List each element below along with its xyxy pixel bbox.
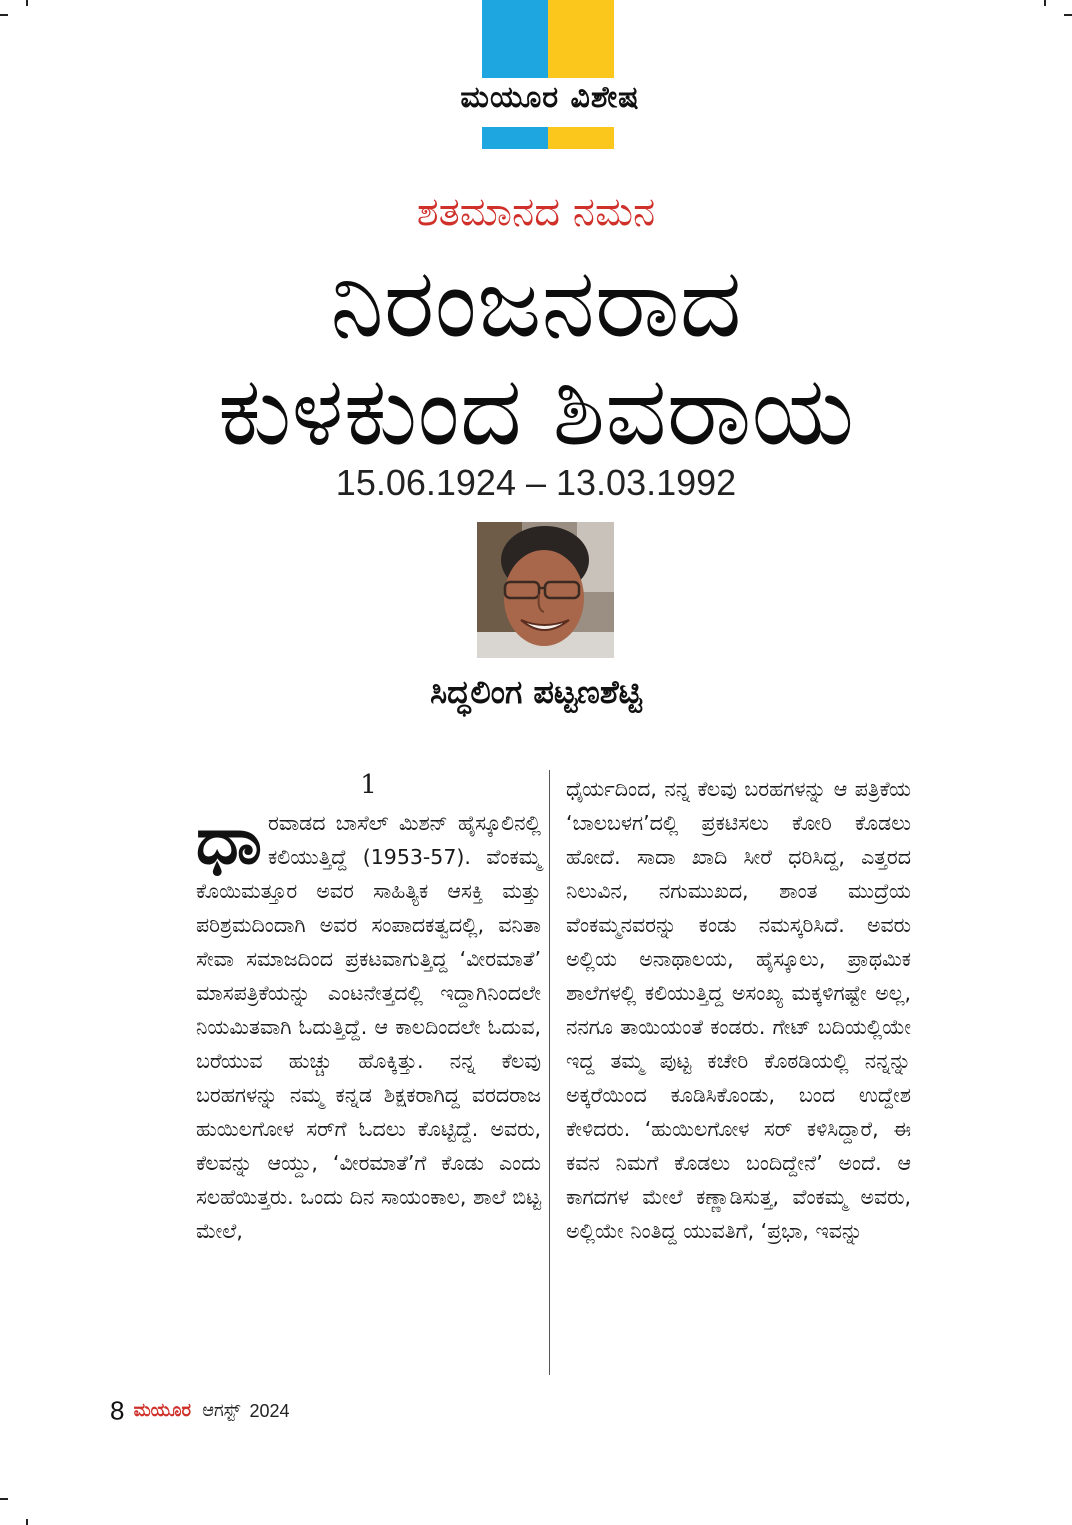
section-number: 1	[360, 770, 377, 800]
crop-mark	[0, 1498, 8, 1500]
masthead-title: ಮಯೂರ ವಿಶೇಷ	[400, 78, 700, 118]
masthead-logo	[482, 0, 614, 150]
footer-month: ಆಗಸ್ಟ್	[202, 1399, 241, 1421]
article-text-right: ಧೈರ್ಯದಿಂದ, ನನ್ನ ಕೆಲವು ಬರಹಗಳನ್ನು ಆ ಪತ್ರಿಕೆಯ ‘ಬಾಲಬಳಗ’ದಲ್ಲಿ ಪ್ರಕಟಿಸಲು ಕೋರಿ ಕೊಡಲು ಹೋದೆ. ಸಾದಾ ಖಾದಿ ಸೀರೆ ಧರಿಸಿದ್ದ, ಎತ್ತರದ ನಿಲುವಿನ, ನಗುಮುಖದ, ಶಾಂತ ಮುದ್ರೆಯ ವೆಂಕಮ್ಮನವರನ್ನು ಕಂಡು ನಮಸ್ಕರಿಸಿದೆ. ಅವರು ಅಲ್ಲಿಯ ಅನಾಥಾಲಯ, ಹೈಸ್ಕೂಲು, ಪ್ರಾಥಮಿಕ ಶಾಲೆಗಳಲ್ಲಿ ಕಲಿಯುತ್ತಿದ್ದ ಅಸಂಖ್ಯ ಮಕ್ಕಳಿಗಷ್ಟೇ ಅಲ್ಲ, ನನಗೂ ತಾಯಿಯಂತೆ ಕಂಡರು. ಗೇಟ್ ಬದಿಯಲ್ಲಿಯೇ ಇದ್ದ ತಮ್ಮ ಪುಟ್ಟ ಕಚೇರಿ ಕೊಠಡಿಯಲ್ಲಿ ನನ್ನನ್ನು ಅಕ್ಕರೆಯಿಂದ ಕೂಡಿಸಿಕೊಂಡು, ಬಂದ ಉದ್ದೇಶ ಕೇಳಿದರು. ‘ಹುಯಿಲಗೋಳ ಸರ್ ಕಳಿಸಿದ್ದಾರೆ, ಈ ಕವನ ನಿಮಗೆ ಕೊಡಲು ಬಂದಿದ್ದೇನೆ’ ಅಂದೆ. ಆ ಕಾಗದಗಳ ಮೇಲೆ ಕಣ್ಣಾಡಿಸುತ್ತ, ವೆಂಕಮ್ಮ ಅವರು, ಅಲ್ಲಿಯೇ ನಿಂತಿದ್ದ ಯುವತಿಗೆ, ‘ಪ್ರಭಾ, ಇವನ್ನು	[566, 777, 911, 1243]
article-paragraph	[196, 802, 541, 1248]
logo-blue-block	[482, 0, 548, 80]
article-text-left: ರವಾಡದ ಬಾಸೆಲ್ ಮಿಶನ್ ಹೈಸ್ಕೂಲಿನಲ್ಲಿ ಕಲಿಯುತ್ತಿದ್ದೆ (1953-57). ವೆಂಕಮ್ಮ ಕೊಯಿಮತ್ತೂರ ಅವರ ಸಾಹಿತ್ಯಿಕ ಆಸಕ್ತಿ ಮತ್ತು ಪರಿಶ್ರಮದಿಂದಾಗಿ ಅವರ ಸಂಪಾದಕತ್ವದಲ್ಲಿ, ವನಿತಾ ಸೇವಾ ಸಮಾಜದಿಂದ ಪ್ರಕಟವಾಗುತ್ತಿದ್ದ ‘ವೀರಮಾತೆ’ ಮಾಸಪತ್ರಿಕೆಯನ್ನು ಎಂಟನೇತ್ತದಲ್ಲಿ ಇದ್ದಾಗಿನಿಂದಲೇ ನಿಯಮಿತವಾಗಿ ಓದುತ್ತಿದ್ದೆ. ಆ ಕಾಲದಿಂದಲೇ ಓದುವ, ಬರೆಯುವ ಹುಚ್ಚು ಹೊಕ್ಕಿತ್ತು. ನನ್ನ ಕೆಲವು ಬರಹಗಳನ್ನು ನಮ್ಮ ಕನ್ನಡ ಶಿಕ್ಷಕರಾಗಿದ್ದ ವರದರಾಜ ಹುಯಿಲಗೋಳ ಸರ್‌ಗೆ ಓದಲು ಕೊಟ್ಟಿದ್ದೆ. ಅವರು, ಕೆಲವನ್ನು ಆಯ್ದು, ‘ವೀರಮಾತೆ’ಗೆ ಕೊಡು ಎಂದು ಸಲಹೆಯಿತ್ತರು. ಒಂದು ದಿನ ಸಾಯಂಕಾಲ, ಶಾಲೆ ಬಿಟ್ಟ ಮೇಲೆ,	[196, 811, 541, 1243]
column-divider	[549, 770, 550, 1375]
page-footer	[110, 1393, 290, 1427]
page-number: 8	[110, 1395, 125, 1426]
logo-yellow-block	[548, 0, 614, 80]
headline-line-2: ಕುಳಕುಂದ ಶಿವರಾಯ	[217, 355, 855, 467]
life-dates: 15.06.1924 – 13.03.1992	[335, 462, 737, 503]
dropcap: ಧಾ	[196, 802, 262, 879]
crop-mark	[1064, 14, 1072, 16]
headline-line-1: ನಿರಂಜನರಾದ	[330, 247, 742, 359]
crop-mark	[26, 1519, 28, 1525]
crop-mark	[26, 0, 28, 6]
author-portrait	[477, 522, 614, 658]
footer-brand: ಮಯೂರ	[133, 1399, 191, 1421]
crop-mark	[1044, 0, 1046, 6]
logo-blue-bar	[482, 127, 548, 149]
footer-year: 2024	[249, 1400, 290, 1421]
crop-mark	[0, 14, 8, 16]
author-byline: ಸಿದ್ಧಲಿಂಗ ಪಟ್ಟಣಶೆಟ್ಟಿ	[430, 673, 642, 711]
section-kicker: ಶತಮಾನದ ನಮನ	[416, 189, 656, 235]
article-column-left	[196, 768, 541, 1248]
logo-yellow-bar	[548, 127, 614, 149]
portrait-illustration	[477, 522, 614, 658]
article-column-right	[566, 772, 911, 1248]
